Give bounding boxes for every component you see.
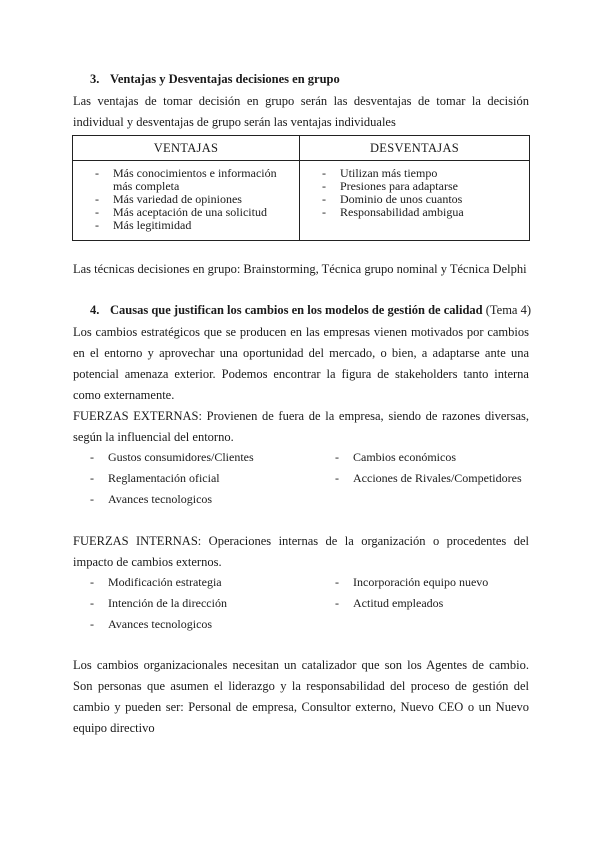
list-item: - Más variedad de opiniones bbox=[95, 192, 242, 206]
list-item: - Más aceptación de una solicitud bbox=[95, 205, 267, 219]
list-item: - Modificación estrategia bbox=[90, 575, 222, 589]
desventajas-cell bbox=[300, 161, 530, 241]
list-item: - Utilizan más tiempo bbox=[322, 166, 438, 180]
section-4-heading bbox=[90, 303, 531, 318]
list-item: - Avances tecnologicos bbox=[90, 492, 213, 506]
list-item: - Cambios económicos bbox=[335, 450, 456, 464]
external-forces-text: FUERZAS EXTERNAS: Provienen de fuera de la empresa, siendo de razones diversas, según la influencial del entorno. bbox=[73, 409, 529, 444]
list-item: - Actitud empleados bbox=[335, 596, 444, 610]
section-3-title: Ventajas y Desventajas decisiones en grupo bbox=[110, 72, 340, 86]
section-4-title: Causas que justifican los cambios en los modelos de gestión de calidad bbox=[110, 303, 483, 317]
external-forces-left-list bbox=[90, 447, 254, 510]
ventajas-list bbox=[95, 167, 295, 232]
list-item: - Responsabilidad ambigua bbox=[322, 205, 464, 219]
list-item: - Incorporación equipo nuevo bbox=[335, 575, 489, 589]
desventajas-list bbox=[322, 167, 525, 219]
group-techniques-text: Las técnicas decisiones en grupo: Brainstorming, Técnica grupo nominal y Técnica Delphi bbox=[73, 262, 527, 276]
section-3-intro: Las ventajas de tomar decisión en grupo serán las desventajas de tomar la decisión individual y desventajas de grupo serán las ventajas individuales bbox=[73, 94, 529, 129]
section-4-number: 4. bbox=[90, 303, 100, 317]
list-item: - Acciones de Rivales/Competidores bbox=[335, 471, 522, 485]
internal-forces-left-list bbox=[90, 572, 227, 635]
list-item: - Más legitimidad bbox=[95, 218, 192, 232]
external-forces-right-list bbox=[335, 447, 522, 489]
advantages-disadvantages-table bbox=[72, 135, 530, 241]
section-3-heading bbox=[90, 72, 340, 87]
section-4-intro: Los cambios estratégicos que se producen en las empresas vienen motivados por cambios en el entorno y aprovechar una oportunidad del mercado, o bien, a adaptarse ante una potencial amenaza exterior. Podemos encontrar la figura de stakeholders tanto interna como externamente. bbox=[73, 325, 529, 402]
list-item: - Más conocimientos e información más completa bbox=[95, 166, 277, 193]
list-item: - Avances tecnologicos bbox=[90, 617, 213, 631]
ventajas-cell bbox=[73, 161, 300, 241]
change-agents-text: Los cambios organizacionales necesitan un catalizador que son los Agentes de cambio. Son personas que asumen el liderazgo y la responsabilidad del proceso de gestión del cambio y pueden ser: Personal de empresa, Consultor externo, Nuevo CEO o un Nuevo equipo directivo bbox=[73, 658, 529, 735]
list-item: - Intención de la dirección bbox=[90, 596, 227, 610]
internal-forces-right-list bbox=[335, 572, 488, 614]
list-item: - Reglamentación oficial bbox=[90, 471, 220, 485]
internal-forces-text: FUERZAS INTERNAS: Operaciones internas de la organización o procedentes del impacto de cambios externos. bbox=[73, 534, 529, 569]
section-4-title-suffix: (Tema 4) bbox=[482, 303, 532, 317]
section-3-number: 3. bbox=[90, 72, 100, 86]
list-item: - Gustos consumidores/Clientes bbox=[90, 450, 254, 464]
table-header-ventajas: VENTAJAS bbox=[73, 136, 300, 161]
list-item: - Dominio de unos cuantos bbox=[322, 192, 463, 206]
list-item: - Presiones para adaptarse bbox=[322, 179, 458, 193]
table-header-desventajas: DESVENTAJAS bbox=[300, 136, 530, 161]
